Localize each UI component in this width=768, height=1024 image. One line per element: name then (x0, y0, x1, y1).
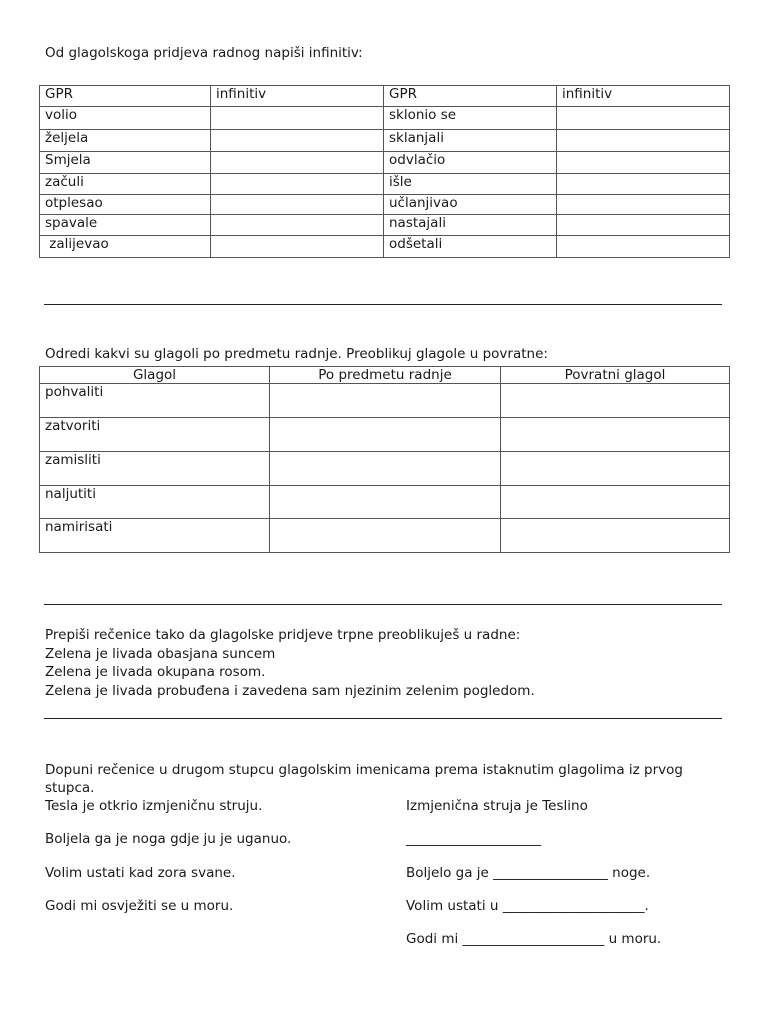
table-row (40, 486, 730, 519)
header-infinitiv: infinitiv (211, 86, 384, 107)
right-sentence[interactable]: Godi mi _____________________ u moru. (406, 931, 662, 947)
section3-block (45, 626, 535, 701)
table-row (40, 130, 730, 152)
right-sentence[interactable]: Volim ustati u _____________________. (406, 898, 649, 914)
infinitive-answer-cell[interactable] (557, 107, 730, 130)
left-sentence: Godi mi osvježiti se u moru. (45, 898, 234, 914)
table-row (40, 418, 730, 452)
header-povratni-glagol: Povratni glagol (501, 367, 730, 384)
verb-cell: zatvoriti (40, 418, 270, 452)
infinitive-answer-cell[interactable] (557, 215, 730, 236)
section2-instruction: Odredi kakvi su glagoli po predmetu radnje. Preoblikuj glagole u povratne: (45, 346, 548, 362)
table-row (40, 236, 730, 258)
sentence-line: Zelena je livada probuđena i zavedena sam njezinim zelenim pogledom. (45, 683, 535, 700)
gpr-cell: začuli (40, 174, 211, 195)
right-sentence[interactable]: Boljelo ga je _________________ noge. (406, 865, 651, 881)
answer-cell[interactable] (501, 486, 730, 519)
answer-cell[interactable] (501, 452, 730, 486)
infinitive-answer-cell[interactable] (557, 152, 730, 174)
infinitive-answer-cell[interactable] (557, 236, 730, 258)
verb-cell: pohvaliti (40, 384, 270, 418)
left-sentence: Tesla je otkrio izmjeničnu struju. (45, 798, 263, 814)
section3-instruction: Prepiši rečenice tako da glagolske pridjeve trpne preoblikuješ u radne: (45, 627, 521, 643)
infinitive-answer-cell[interactable] (557, 195, 730, 215)
answer-cell[interactable] (270, 452, 501, 486)
gpr-cell: volio (40, 107, 211, 130)
sentence-line: Zelena je livada okupana rosom. (45, 664, 266, 681)
gpr-cell: otplesao (40, 195, 211, 215)
infinitive-answer-cell[interactable] (211, 174, 384, 195)
infinitive-answer-cell[interactable] (211, 130, 384, 152)
answer-line (44, 604, 722, 605)
header-gpr: GPR (384, 86, 557, 107)
fill-blank[interactable]: ____________________ (406, 831, 541, 847)
table-row (40, 107, 730, 130)
gpr-cell: odvlačio (384, 152, 557, 174)
right-sentence: Izmjenična struja je Teslino (406, 798, 588, 814)
gpr-cell: željela (40, 130, 211, 152)
section4-instruction (45, 761, 683, 797)
answer-cell[interactable] (501, 418, 730, 452)
gpr-cell: nastajali (384, 215, 557, 236)
table-row (40, 452, 730, 486)
infinitive-answer-cell[interactable] (211, 236, 384, 258)
answer-line (44, 304, 722, 305)
infinitive-answer-cell[interactable] (557, 130, 730, 152)
verb-cell: zamisliti (40, 452, 270, 486)
table-row (40, 152, 730, 174)
sentence-line: Zelena je livada obasjana suncem (45, 645, 276, 662)
gpr-cell: sklanjali (384, 130, 557, 152)
gpr-cell: odšetali (384, 236, 557, 258)
header-po-predmetu-radnje: Po predmetu radnje (270, 367, 501, 384)
gpr-cell: sklonio se (384, 107, 557, 130)
infinitive-answer-cell[interactable] (557, 174, 730, 195)
gpr-cell: Smjela (40, 152, 211, 174)
gpr-cell: učlanjivao (384, 195, 557, 215)
section1-instruction: Od glagolskoga pridjeva radnog napiši infinitiv: (45, 45, 363, 61)
table-row (40, 215, 730, 236)
infinitive-answer-cell[interactable] (211, 152, 384, 174)
infinitive-answer-cell[interactable] (211, 107, 384, 130)
header-gpr: GPR (40, 86, 211, 107)
answer-line (44, 718, 722, 719)
left-sentence: Boljela ga je noga gdje ju je uganuo. (45, 831, 292, 847)
answer-cell[interactable] (270, 486, 501, 519)
gpr-infinitive-table (39, 85, 730, 258)
answer-cell[interactable] (270, 519, 501, 553)
answer-cell[interactable] (501, 519, 730, 553)
table-row (40, 384, 730, 418)
instruction-line: stupca. (45, 780, 95, 796)
infinitive-answer-cell[interactable] (211, 215, 384, 236)
table-row (40, 519, 730, 553)
header-glagol: Glagol (40, 367, 270, 384)
answer-cell[interactable] (270, 418, 501, 452)
answer-cell[interactable] (501, 384, 730, 418)
left-sentence: Volim ustati kad zora svane. (45, 865, 236, 881)
answer-cell[interactable] (270, 384, 501, 418)
header-infinitiv: infinitiv (557, 86, 730, 107)
gpr-cell: išle (384, 174, 557, 195)
instruction-line: Dopuni rečenice u drugom stupcu glagolskim imenicama prema istaknutim glagolima iz prvog (45, 762, 683, 778)
infinitive-answer-cell[interactable] (211, 195, 384, 215)
verb-cell: naljutiti (40, 486, 270, 519)
gpr-cell: spavale (40, 215, 211, 236)
table-row (40, 195, 730, 215)
table-row (40, 174, 730, 195)
verb-cell: namirisati (40, 519, 270, 553)
gpr-cell: zalijevao (40, 236, 211, 258)
verb-object-table (39, 366, 730, 553)
